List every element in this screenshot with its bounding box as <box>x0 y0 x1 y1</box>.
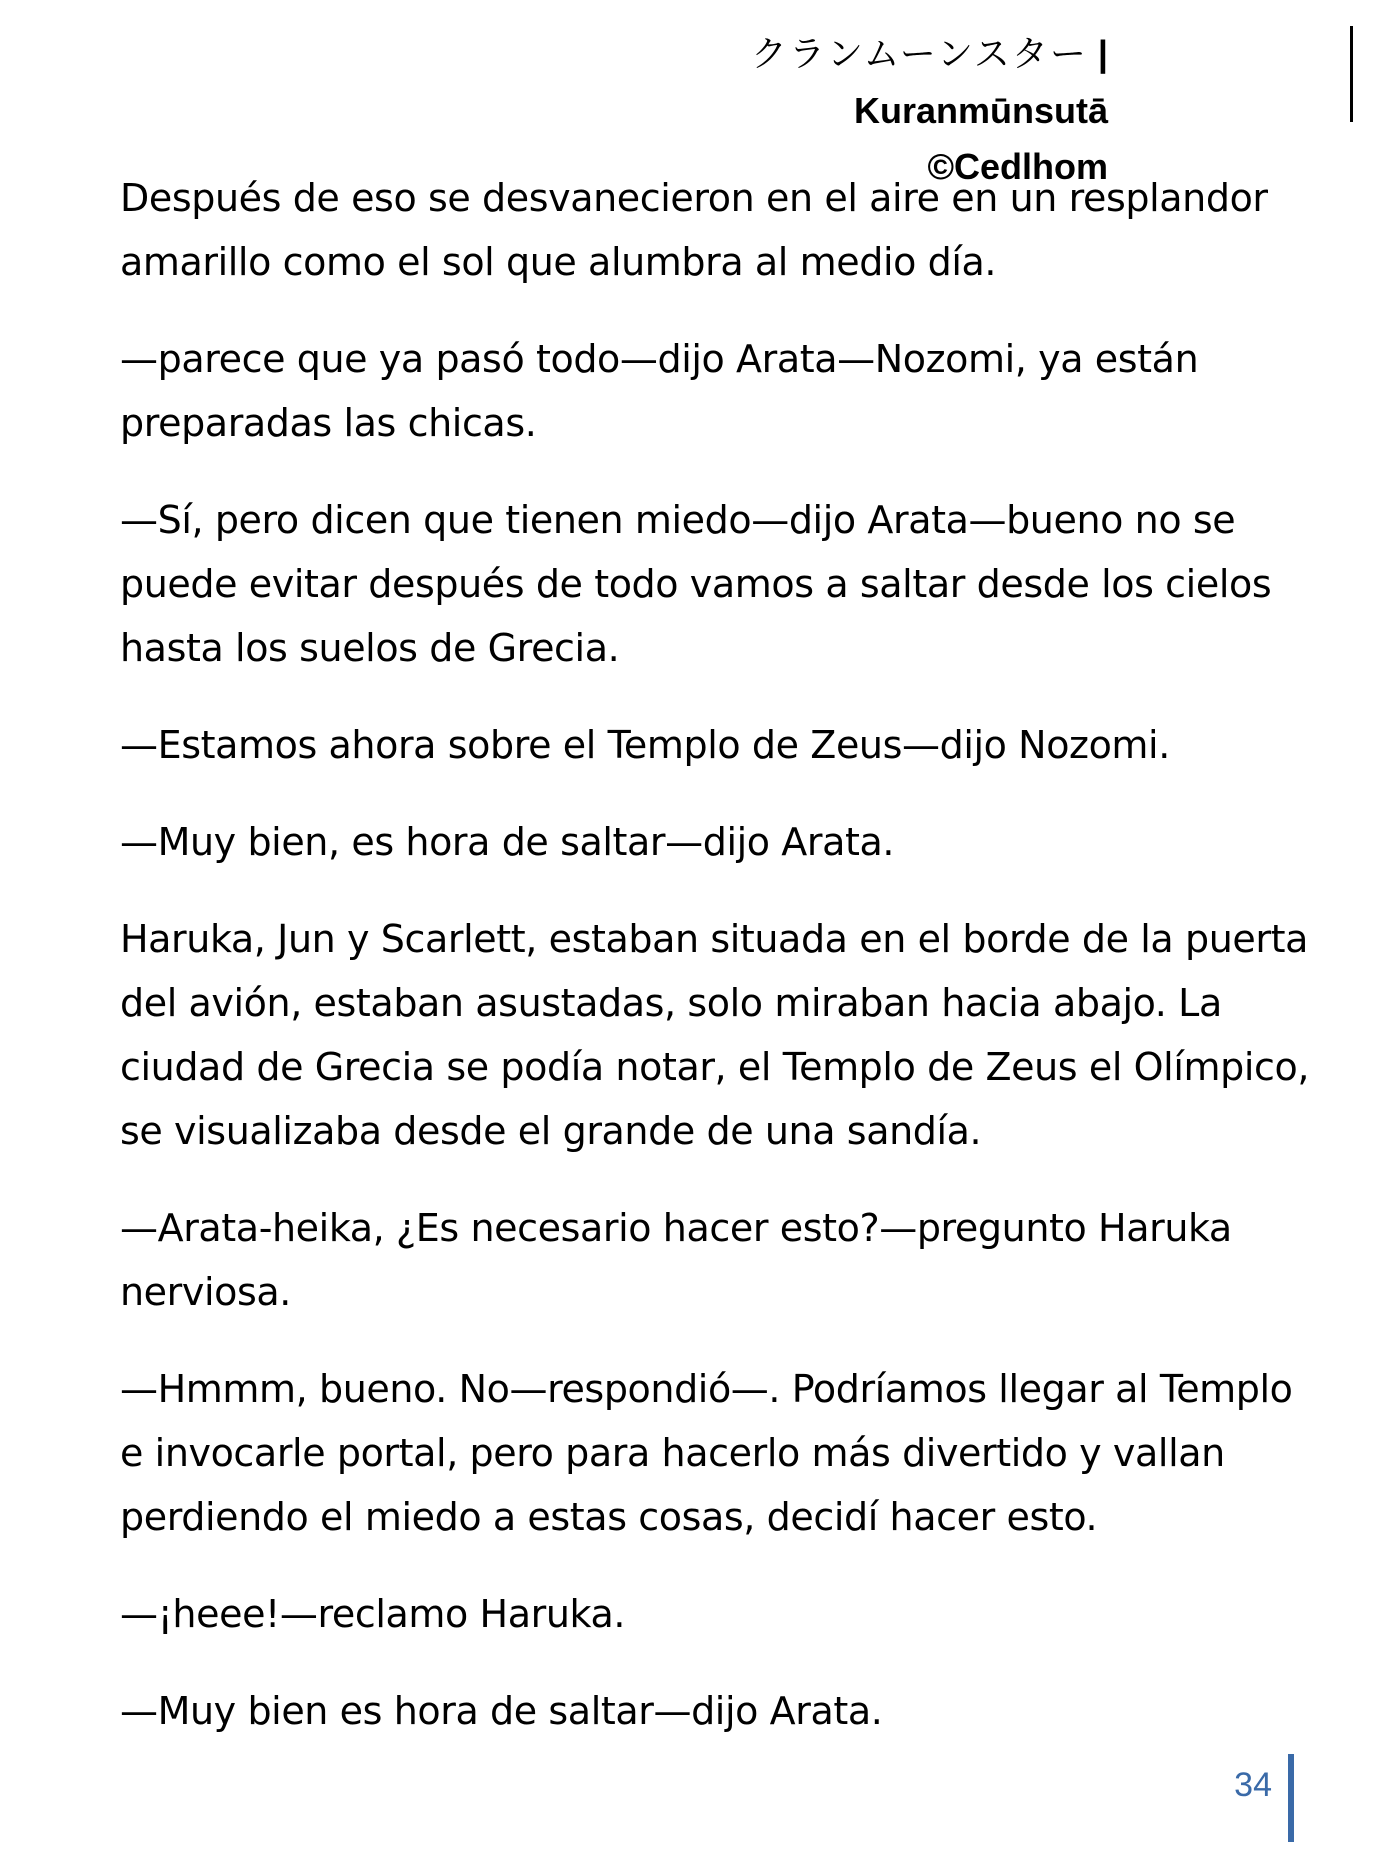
page-body <box>120 166 1320 1776</box>
paragraph: —Muy bien es hora de saltar—dijo Arata. <box>120 1689 883 1733</box>
header-copyright: ©Cedlhom <box>927 146 1108 187</box>
header-title-japanese: クランムーンスター <box>750 34 1088 75</box>
paragraph: —Muy bien, es hora de saltar—dijo Arata. <box>120 820 895 864</box>
page-number: 34 <box>1234 1766 1272 1804</box>
paragraph: Haruka, Jun y Scarlett, estaban situada en el borde de la puerta del avión, estaban asustadas, solo miraban hacia abajo. La ciudad de Grecia se podía notar, el Templo de Zeus el Olímpico, se visualizaba desde el grande de una sandía. <box>120 917 1310 1153</box>
header-title-romaji: Kuranmūnsutā <box>853 90 1108 131</box>
paragraph: —parece que ya pasó todo—dijo Arata—Nozomi, ya están preparadas las chicas. <box>120 337 1199 445</box>
paragraph: —Arata-heika, ¿Es necesario hacer esto?—pregunto Haruka nerviosa. <box>120 1206 1232 1314</box>
header-divider-rule <box>1350 26 1353 122</box>
paragraph: —Hmmm, bueno. No—respondió—. Podríamos llegar al Templo e invocarle portal, pero para hacerlo más divertido y vallan perdiendo el miedo a estas cosas, decidí hacer esto. <box>120 1367 1293 1539</box>
paragraph: —Estamos ahora sobre el Templo de Zeus—dijo Nozomi. <box>120 723 1170 767</box>
paragraph: Después de eso se desvanecieron en el aire en un resplandor amarillo como el sol que alumbra al medio día. <box>120 176 1268 284</box>
page-number-rule <box>1288 1754 1294 1842</box>
paragraph: —¡heee!—reclamo Haruka. <box>120 1592 626 1636</box>
header-title-line <box>548 26 1108 139</box>
header-separator: | <box>1097 33 1108 74</box>
paragraph: —Sí, pero dicen que tienen miedo—dijo Arata—bueno no se puede evitar después de todo vamos a saltar desde los cielos hasta los suelos de Grecia. <box>120 498 1272 670</box>
